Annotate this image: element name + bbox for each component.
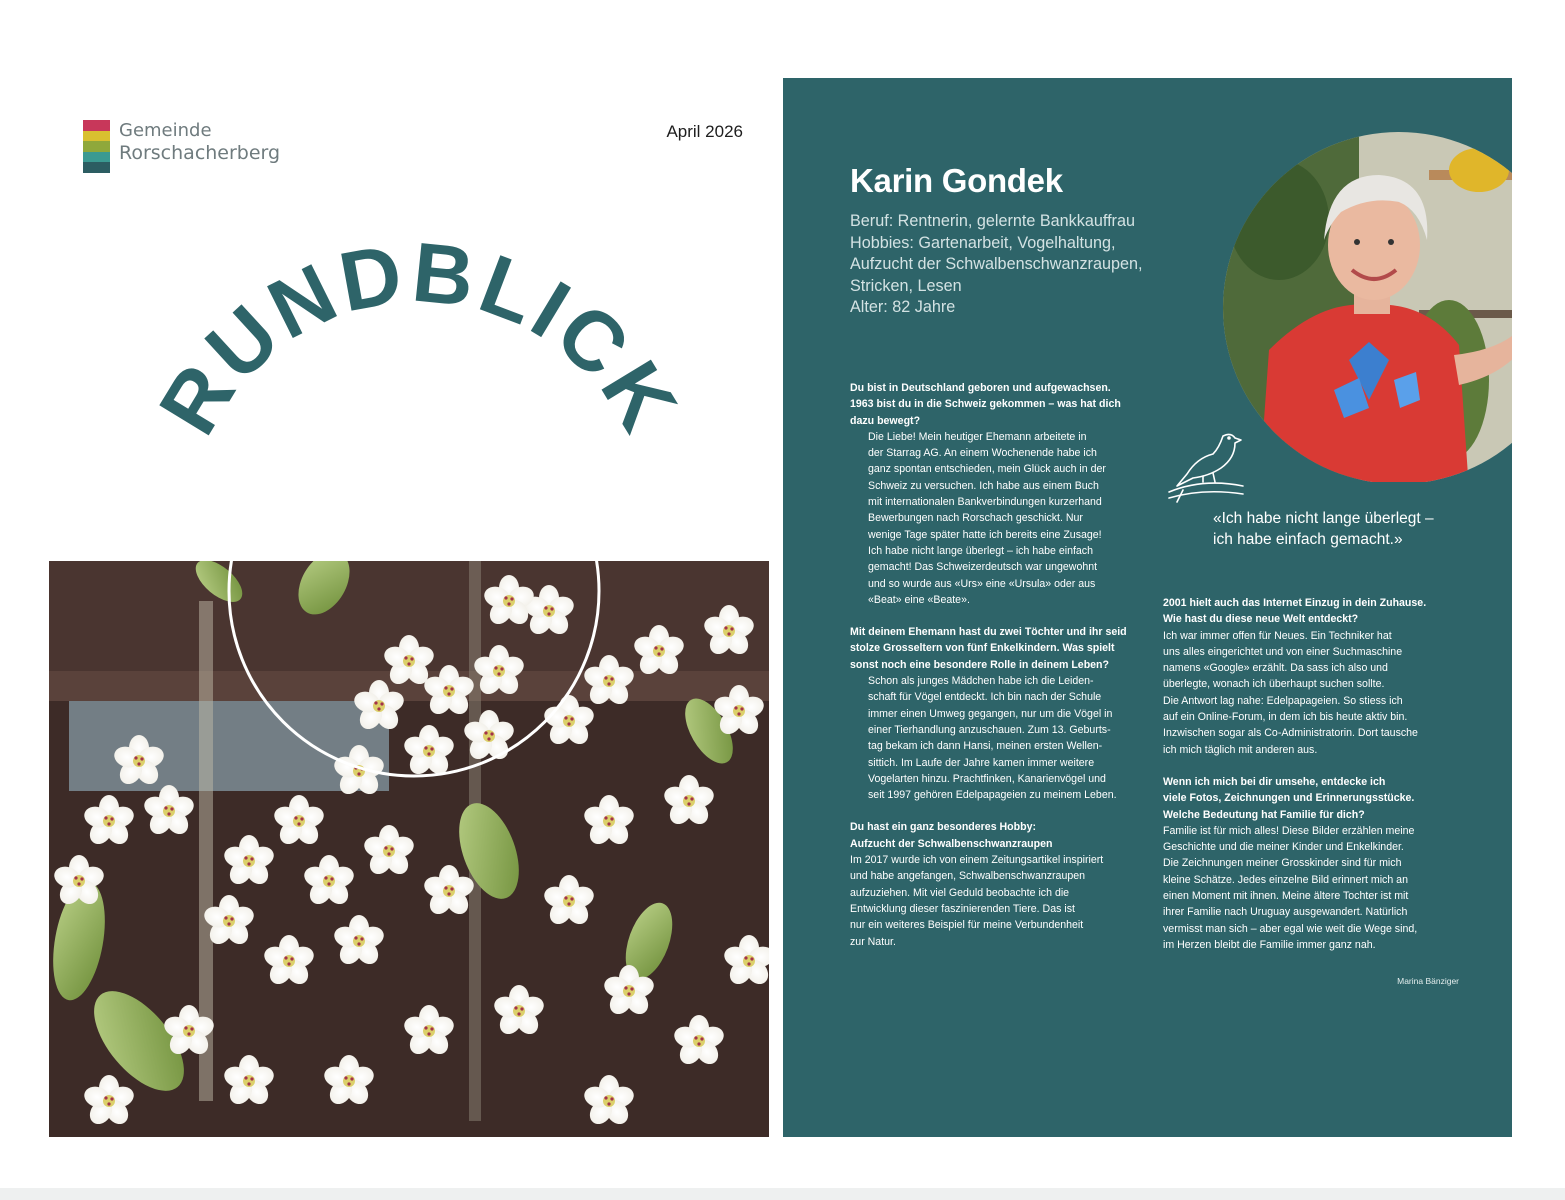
logo-bar-green — [83, 141, 110, 152]
question-line: Wenn ich mich bei dir umsehe, entdecke ich — [1163, 775, 1386, 788]
answer-line: schaft für Vögel entdeckt. Ich bin nach der Schule — [868, 691, 1102, 704]
blossom-illustration — [49, 561, 769, 1137]
answer-line: im Herzen bleibt die Familie immer ganz nah. — [1163, 938, 1376, 951]
interview-question — [1163, 774, 1473, 823]
interview-question — [850, 624, 1155, 673]
fact-line: Alter: 82 Jahre — [850, 298, 956, 317]
answer-line: Vogelarten hinzu. Prachtfinken, Kanarienvögel und — [868, 772, 1106, 785]
answer-line: zur Natur. — [850, 935, 896, 948]
question-line: Mit deinem Ehemann hast du zwei Töchter und ihr seid — [850, 626, 1127, 639]
answer-line: Ich war immer offen für Neues. Ein Techniker hat — [1163, 629, 1392, 642]
answer-line: kleine Schätze. Jedes einzelne Bild erinnert mich an — [1163, 873, 1408, 886]
answer-line: vermisst man sich – aber egal wie weit die Wege sind, — [1163, 922, 1418, 935]
portrait-photo — [1219, 130, 1512, 482]
answer-line: Familie ist für mich alles! Diese Bilder erzählen meine — [1163, 824, 1415, 837]
fact-line: Beruf: Rentnerin, gelernte Bankkauffrau — [850, 212, 1135, 230]
municipality-logo — [83, 120, 313, 178]
interview-question — [850, 819, 1155, 852]
issue-date: April 2026 — [666, 122, 743, 141]
answer-line: Im 2017 wurde ich von einem Zeitungsartikel inspiriert — [850, 854, 1104, 867]
answer-line: mit internationalen Bankverbindungen kurzerhand — [868, 496, 1102, 509]
answer-line: einen Moment mit ihnen. Meine ältere Tochter ist mit — [1163, 890, 1409, 903]
interview-column-right — [1163, 595, 1473, 953]
answer-line: Die Zeichnungen meiner Grosskinder sind für mich — [1163, 857, 1402, 870]
answer-line: «Beat» eine «Beate». — [868, 593, 970, 606]
answer-line: ihrer Familie nach Uruguay ausgewandert. Natürlich — [1163, 906, 1408, 919]
answer-line: uns alles eingerichtet und von einer Suchmaschine — [1163, 645, 1403, 658]
logo-wordmark — [119, 120, 280, 164]
answer-line: Schon als junges Mädchen habe ich die Leiden- — [868, 675, 1094, 688]
fact-line: Aufzucht der Schwalbenschwanzraupen, — [850, 255, 1143, 274]
answer-line: ganz spontan entschieden, mein Glück auch in der — [868, 463, 1106, 476]
answer-line: tag bekam ich dann Hansi, meinen ersten Wellen- — [868, 740, 1103, 753]
answer-line: Geschichte und die meiner Kinder und Enkelkinder. — [1163, 841, 1404, 854]
answer-line: Ich habe nicht lange überlegt – ich habe einfach — [868, 544, 1093, 557]
fact-line: Stricken, Lesen — [850, 276, 962, 295]
answer-line: der Starrag AG. An einem Wochenende habe ich — [868, 447, 1097, 460]
page-bottom-strip — [0, 1188, 1565, 1200]
answer-line: Bewerbungen nach Rorschach geschickt. Nur — [868, 512, 1083, 525]
logo-bar-teal — [83, 152, 110, 163]
question-line: dazu bewegt? — [850, 414, 921, 427]
logo-bar-dark-teal — [83, 162, 110, 173]
profile-facts — [850, 211, 1210, 319]
question-line: 2001 hielt auch das Internet Einzug in dein Zuhause. — [1163, 597, 1427, 609]
answer-line: Inzwischen sogar als Co-Administratorin. Dort tausche — [1163, 727, 1418, 740]
question-line: 1963 bist du in die Schweiz gekommen – was hat dich — [850, 398, 1121, 411]
answer-line: und habe angefangen, Schwalbenschwanzraupen — [850, 870, 1086, 883]
answer-line: überlegte, wonach ich überhaupt suchen sollte. — [1163, 678, 1385, 691]
question-line: viele Fotos, Zeichnungen und Erinnerungsstücke. — [1163, 792, 1415, 805]
block-spacer — [1163, 758, 1473, 774]
interview-answer — [850, 429, 1155, 608]
logo-color-bars — [83, 120, 110, 173]
answer-line: und so wurde aus «Urs» eine «Ursula» oder aus — [868, 577, 1096, 590]
question-line: Wie hast du diese neue Welt entdeckt? — [1163, 613, 1359, 626]
question-line: Welche Bedeutung hat Familie für dich? — [1163, 808, 1365, 821]
answer-line: nur ein weiteres Beispiel für meine Verbundenheit — [850, 919, 1084, 932]
masthead-title-path: RUNDBLICK — [140, 242, 698, 450]
answer-line: aufzuziehen. Mit viel Geduld beobachte ich die — [850, 886, 1070, 899]
question-line: sonst noch eine besondere Rolle in deinem Leben? — [850, 658, 1110, 671]
interview-question — [1163, 595, 1473, 628]
question-line: Du hast ein ganz besonderes Hobby: — [850, 821, 1037, 834]
bird-icon — [1163, 418, 1253, 508]
interview-column-left — [850, 380, 1155, 950]
interview-answer — [850, 852, 1155, 950]
quote-line: «Ich habe nicht lange überlegt – — [1213, 510, 1434, 527]
profile-page — [783, 78, 1512, 1137]
question-line: Aufzucht der Schwalbenschwanzraupen — [850, 837, 1053, 850]
interview-question — [850, 380, 1155, 429]
profile-name: Karin Gondek — [850, 162, 1063, 199]
masthead — [49, 242, 769, 562]
answer-line: sittich. Im Laufe der Jahre kamen immer weitere — [868, 756, 1095, 769]
block-spacer — [850, 608, 1155, 624]
interview-answer — [1163, 628, 1473, 758]
logo-line-1: Gemeinde — [119, 120, 212, 141]
question-line: stolze Grosseltern von fünf Enkelkindern. Was spielt — [850, 642, 1115, 655]
block-spacer — [850, 803, 1155, 819]
answer-line: Schweiz zu versuchen. Ich habe aus einem Buch — [868, 479, 1099, 492]
answer-line: wenige Tage später hatte ich bereits eine Zusage! — [868, 528, 1102, 541]
pull-quote — [1213, 508, 1473, 550]
logo-line-2: Rorschacherberg — [119, 142, 281, 164]
answer-line: seit 1997 gehören Edelpapageien zu meinem Leben. — [868, 789, 1117, 802]
masthead-title — [141, 242, 697, 449]
answer-line: Die Liebe! Mein heutiger Ehemann arbeitete in — [868, 430, 1087, 443]
answer-line: namens «Google» erzählt. Da sass ich also und — [1163, 662, 1388, 675]
answer-line: auf ein Online-Forum, in dem ich bis heute aktiv bin. — [1163, 711, 1408, 724]
answer-line: einer Tierhandlung anzuschauen. Zum 13. Geburts- — [868, 723, 1111, 736]
interview-answer — [1163, 823, 1473, 953]
quote-line: ich habe einfach gemacht.» — [1213, 531, 1403, 548]
logo-bar-red — [83, 120, 110, 131]
answer-line: immer einen Umweg gegangen, nur um die Vögel in — [868, 707, 1113, 720]
cover-page — [49, 92, 769, 1137]
author-credit: Marina Bänziger — [1397, 976, 1459, 986]
answer-line: Entwicklung dieser faszinierenden Tiere. Das ist — [850, 902, 1075, 915]
pear-blossom-photo — [49, 561, 769, 1137]
question-line: Du bist in Deutschland geboren und aufgewachsen. — [850, 382, 1111, 394]
interview-answer — [850, 673, 1155, 803]
answer-line: ich mich täglich mit anderen aus. — [1163, 743, 1318, 756]
answer-line: Die Antwort lag nahe: Edelpapageien. So stiess ich — [1163, 694, 1403, 707]
fact-line: Hobbies: Gartenarbeit, Vogelhaltung, — [850, 233, 1116, 252]
logo-bar-yellow — [83, 131, 110, 142]
answer-line: gemacht! Das Schweizerdeutsch war ungewohnt — [868, 561, 1098, 574]
